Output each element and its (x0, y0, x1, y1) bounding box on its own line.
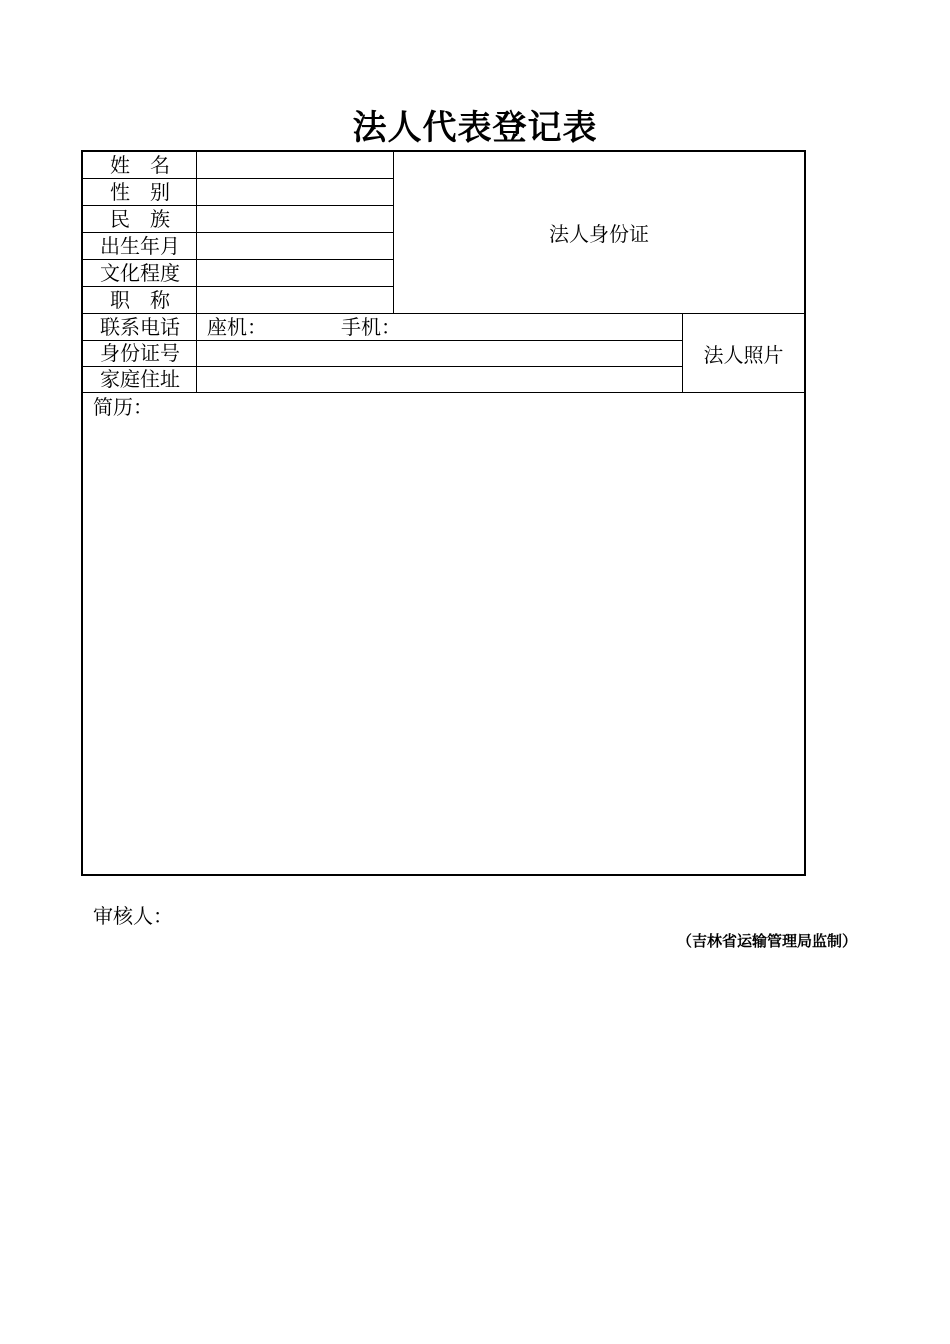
landline-label: 座机： (207, 315, 267, 339)
ethnicity-field[interactable] (197, 206, 393, 232)
id-card-label: 法人身份证 (549, 222, 649, 246)
phone-label: 联系电话 (100, 315, 180, 339)
photo-label: 法人照片 (703, 342, 784, 367)
id-number-field[interactable] (197, 340, 682, 366)
job-title-field[interactable] (197, 287, 393, 313)
education-label: 文化程度 (100, 261, 180, 285)
footer-note: （吉林省运输管理局监制） (676, 932, 857, 950)
reviewer-label: 审核人： (93, 904, 173, 928)
birth-label: 出生年月 (100, 234, 180, 258)
birth-field[interactable] (197, 233, 393, 259)
address-field[interactable] (197, 366, 682, 392)
address-label: 家庭住址 (100, 367, 180, 391)
id-number-label: 身份证号 (100, 341, 180, 365)
resume-label: 简历： (93, 395, 153, 419)
name-label: 姓 名 (110, 153, 170, 177)
page-title: 法人代表登记表 (352, 108, 598, 148)
photo-box (683, 314, 804, 392)
ethnicity-label: 民 族 (110, 207, 170, 231)
gender-label: 性 别 (110, 180, 170, 204)
registration-form (81, 150, 806, 876)
job-title-label: 职 称 (110, 288, 170, 312)
gender-field[interactable] (197, 179, 393, 205)
name-field[interactable] (197, 152, 393, 178)
mobile-label: 手机： (341, 315, 401, 339)
resume-field[interactable] (83, 420, 804, 872)
id-card-box (394, 152, 804, 313)
education-field[interactable] (197, 260, 393, 286)
